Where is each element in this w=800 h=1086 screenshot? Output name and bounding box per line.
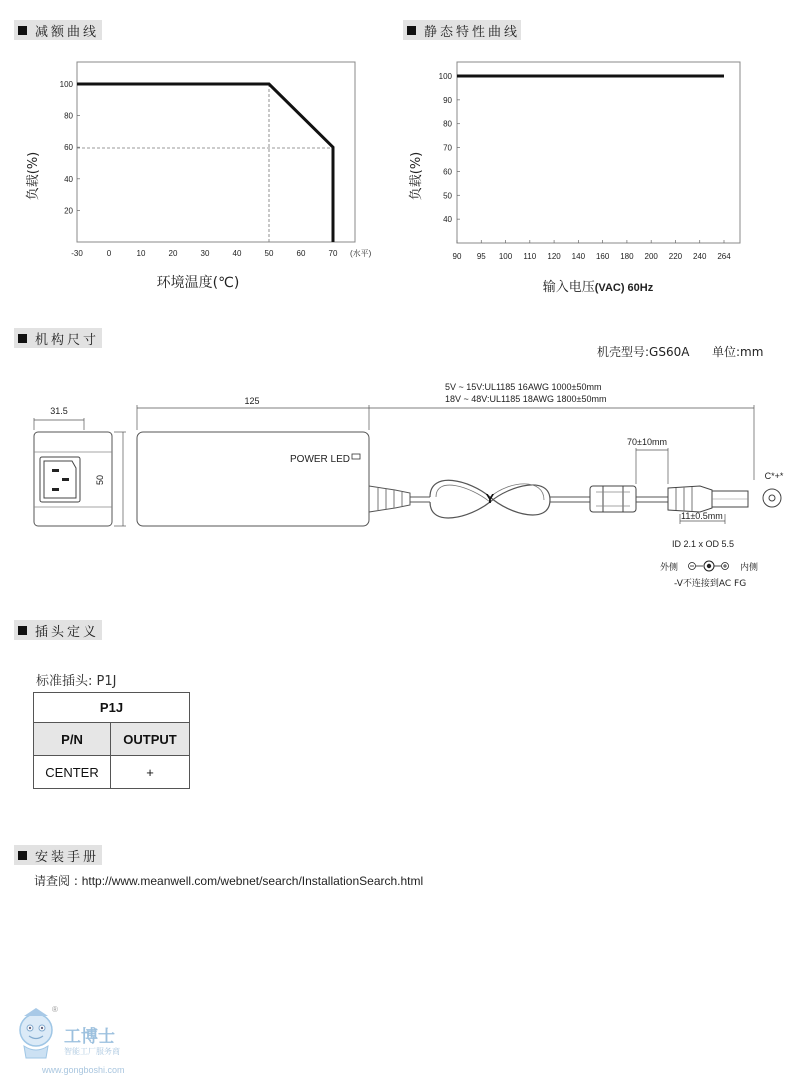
derating-x-tick: -30 [71, 249, 83, 258]
static-y-tick: 90 [443, 95, 452, 105]
derating-x-unit-note: (水平) [350, 249, 372, 258]
derating-y-tick: 100 [59, 80, 73, 89]
dc-plug [668, 486, 748, 524]
derating-x-tick: 40 [232, 249, 242, 258]
static-y-tick: 50 [443, 191, 452, 201]
mascot-icon [20, 1008, 52, 1058]
derating-x-tick: 70 [328, 249, 338, 258]
derating-y-tick: 40 [64, 174, 73, 184]
derating-x-tick: 10 [136, 249, 146, 258]
strain-relief [369, 486, 410, 512]
cable-spec-line1: 5V ~ 15V:UL1185 16AWG 1000±50mm [445, 382, 602, 392]
dim-width: 31.5 [50, 406, 68, 416]
logo-subtitle: 智能工厂服务商 [64, 1047, 120, 1056]
static-x-tick: 95 [476, 252, 486, 261]
pin-table-header-row [34, 723, 190, 756]
dim-70-label: 70±10mm [627, 437, 667, 447]
static-x-tick: 180 [620, 252, 634, 261]
logo-site: www.gongboshi.com [42, 1065, 125, 1075]
connector-label: C*+* [764, 471, 784, 481]
table-row [34, 756, 190, 789]
polarity-inner-label: 内侧 [740, 563, 759, 573]
section-header-static: 静态特性曲线 [403, 20, 521, 40]
square-bullet-icon [18, 334, 27, 343]
plug-end-inner-circle [769, 495, 775, 501]
derating-y-tick: 20 [64, 206, 73, 216]
static-x-tick: 110 [523, 252, 537, 261]
static-x-axis-label [543, 279, 654, 295]
derating-x-tick: 60 [296, 249, 306, 258]
install-line [34, 872, 423, 889]
end-view [34, 418, 126, 526]
static-x-tick: 140 [571, 252, 586, 261]
square-bullet-icon [18, 626, 27, 635]
derating-x-axis-label: 环境温度(℃) [156, 275, 240, 291]
static-y-tick: 100 [438, 72, 452, 81]
pin-table-cell-output: + [111, 756, 190, 789]
static-y-tick: 70 [443, 143, 452, 153]
static-x-tick: 120 [547, 252, 561, 261]
cable-mark: Y [485, 491, 495, 506]
pin-table [33, 692, 190, 789]
square-bullet-icon [18, 851, 27, 860]
pin-table-col-pn: P/N [34, 723, 111, 756]
static-x-tick: 240 [693, 252, 707, 261]
derating-y-axis-label: 负载(%) [26, 151, 41, 201]
section-header-derating: 减额曲线 [14, 20, 102, 40]
dc-cable [410, 480, 590, 518]
section-header-mechanical: 机构尺寸 [14, 328, 102, 348]
static-x-axis-label-cn: 输入电压 [542, 280, 595, 295]
polarity-outer-label: 外侧 [660, 563, 679, 573]
static-x-axis-label-en: (VAC) 60Hz [594, 282, 654, 294]
power-led-label: POWER LED [290, 454, 351, 465]
pin-table-col-output: OUTPUT [111, 723, 190, 756]
plug-end-outer-circle [763, 489, 781, 507]
derating-x-tick: 20 [168, 249, 178, 258]
dim-length: 125 [244, 396, 260, 406]
unit-label: 单位:mm [712, 345, 764, 359]
static-x-tick: 220 [668, 252, 683, 261]
cable-spec-line2: 18V ~ 48V:UL1185 18AWG 1800±50mm [445, 394, 607, 404]
pin-table-title-row [34, 693, 190, 723]
derating-x-tick: 50 [264, 249, 274, 258]
static-x-tick: 200 [644, 252, 658, 261]
logo-name: 工博士 [64, 1027, 115, 1047]
derating-y-tick: 60 [64, 143, 73, 153]
derating-x-tick: 30 [200, 249, 210, 258]
static-y-tick: 40 [443, 215, 452, 225]
polarity-note: -V不连接到AC FG [674, 579, 747, 589]
pin-table-title: P1J [34, 693, 190, 723]
derating-plot-frame [77, 62, 355, 242]
logo [8, 1002, 158, 1082]
install-prefix: 请查阅 : [34, 874, 82, 888]
standard-plug-label: 标准插头: P1J [36, 674, 117, 689]
static-x-tick: 90 [452, 252, 462, 261]
static-y-tick: 60 [443, 167, 452, 177]
install-url[interactable]: http://www.meanwell.com/webnet/search/InstallationSearch.html [81, 874, 424, 888]
pin-table-cell-pn: CENTER [34, 756, 111, 789]
static-x-tick: 160 [595, 252, 610, 261]
power-supply-body [137, 405, 754, 526]
model-label: 机壳型号:GS60A [597, 345, 690, 359]
static-x-tick: 100 [498, 252, 513, 261]
static-y-axis-label: 负载(%) [409, 151, 424, 201]
static-plot-frame [457, 62, 740, 243]
plug-id-od: ID 2.1 x OD 5.5 [672, 539, 735, 549]
dim-11-label: 11±0.5mm [681, 511, 723, 521]
derating-y-tick: 80 [64, 111, 73, 121]
polarity-symbol-icon [689, 561, 729, 571]
square-bullet-icon [407, 26, 416, 35]
static-y-tick: 80 [443, 119, 452, 129]
derating-series-line [77, 84, 333, 242]
section-header-install: 安装手册 [14, 845, 102, 865]
dim-height: 50 [95, 474, 105, 486]
section-header-plug: 插头定义 [14, 620, 102, 640]
logo-reg-mark: ® [52, 1005, 58, 1014]
static-x-tick: 264 [717, 252, 731, 261]
square-bullet-icon [18, 26, 27, 35]
derating-x-tick: 0 [106, 249, 112, 258]
ferrite-core [590, 486, 668, 512]
